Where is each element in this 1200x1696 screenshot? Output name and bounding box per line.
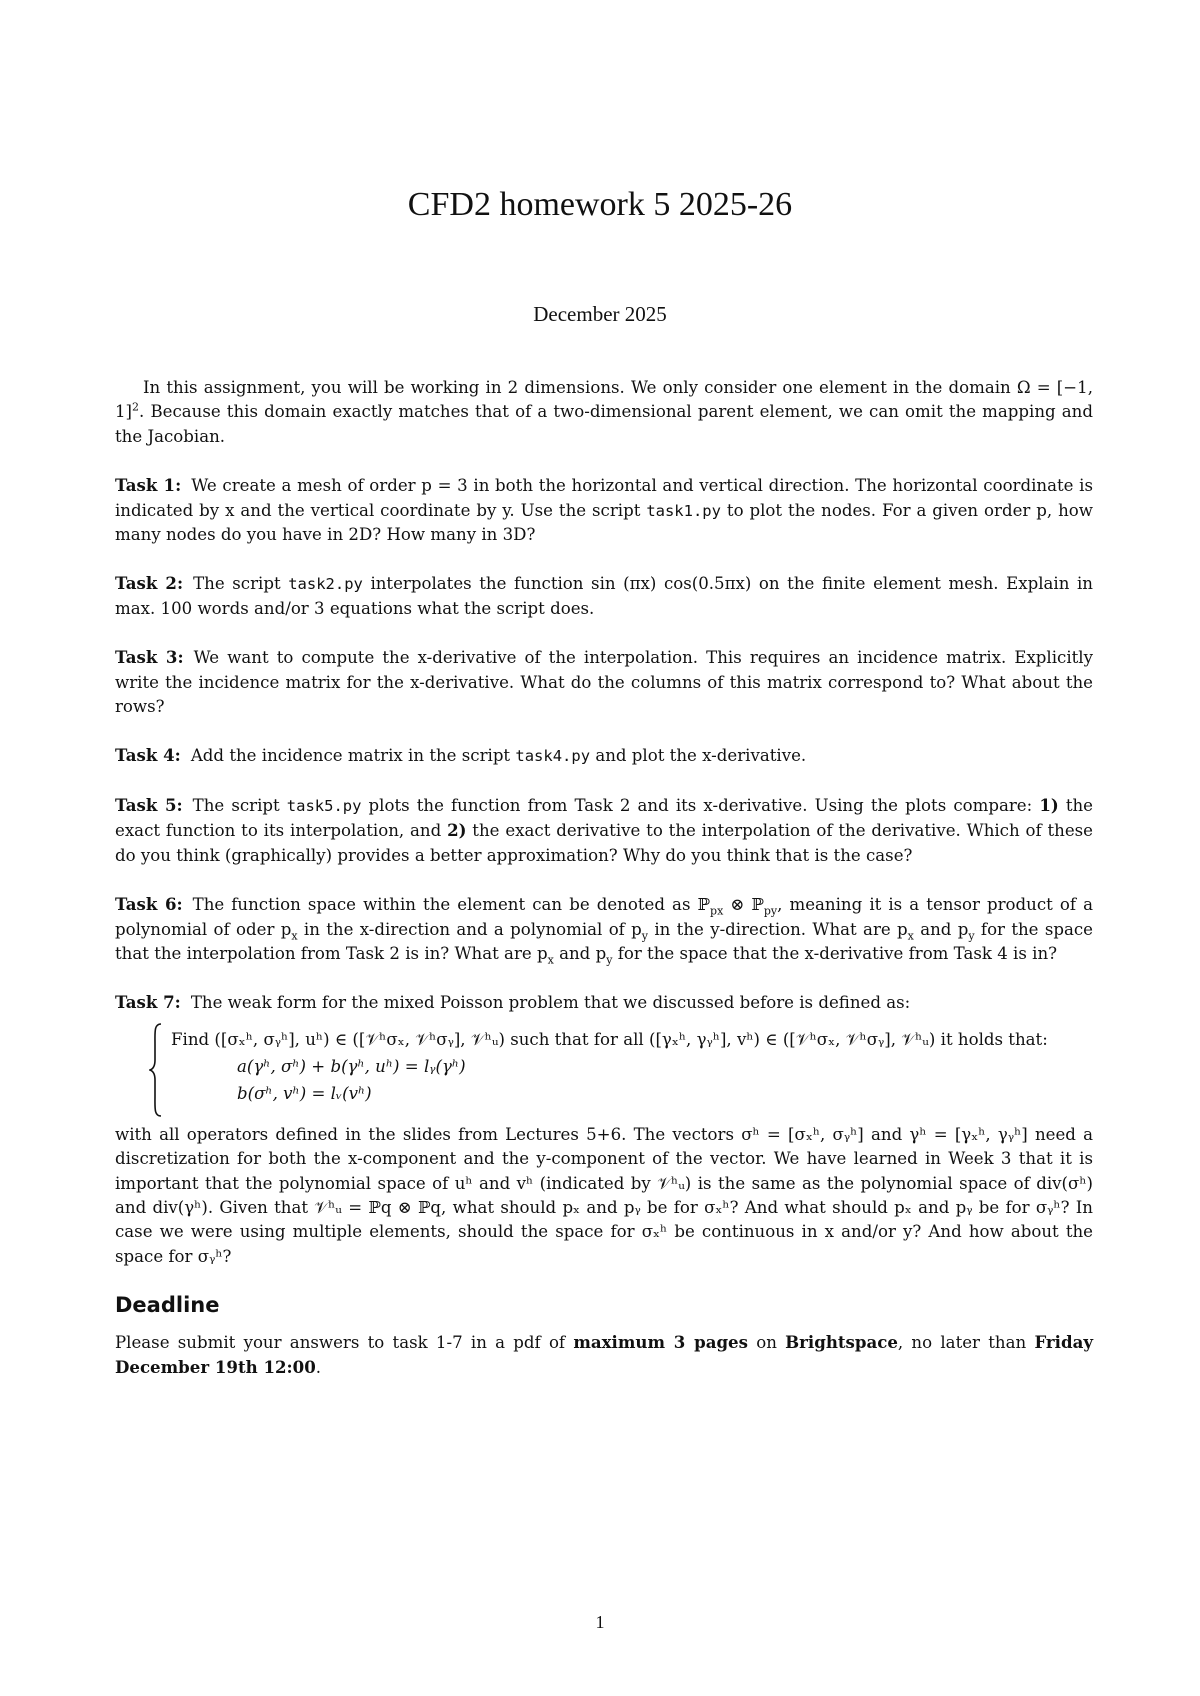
task-7-text-1: The weak form for the mixed Poisson problem that we discussed before is defined as: bbox=[190, 993, 911, 1013]
task-3-paragraph bbox=[115, 645, 1093, 719]
deadline-page-limit: maximum 3 pages bbox=[573, 1331, 748, 1352]
deadline-date: Friday December 19th 12:00 bbox=[115, 1331, 1093, 1377]
task-4-text-1: Add the incidence matrix in the script bbox=[190, 746, 516, 766]
deadline-text-3: , no later than bbox=[897, 1332, 1035, 1352]
document-date: December 2025 bbox=[533, 302, 667, 326]
task-1-paragraph bbox=[115, 473, 1093, 547]
weak-form-line-3: b(σʰ, vʰ) = lᵥ(vʰ) bbox=[237, 1083, 372, 1103]
deadline-paragraph bbox=[115, 1330, 1093, 1381]
task-6-text-6: and p bbox=[913, 919, 969, 939]
weak-form-line-2: a(γʰ, σʰ) + b(γʰ, uʰ) = lᵧ(γʰ) bbox=[237, 1056, 466, 1076]
task-6-sub-2: py bbox=[763, 904, 778, 918]
task-6-sub-3: x bbox=[291, 928, 298, 942]
task-5-paragraph bbox=[115, 793, 1093, 868]
task-6-text-5: in the y-direction. What are p bbox=[648, 919, 908, 939]
task-2-script-name: task2.py bbox=[288, 575, 363, 594]
task-2-text-2: interpolates the function sin (πx) cos(0.5πx) on the finite element mesh. Explain in max. 100 words and/or 3 equations what the script does. bbox=[115, 574, 1093, 618]
weak-form-line-1: Find ([σₓʰ, σᵧʰ], uʰ) ∈ ([𝒱ʰσₓ, 𝒱ʰσᵧ], 𝒱ʰᵤ) such that for all ([γₓʰ, γᵧʰ], vʰ) ∈ ([𝒱ʰσₓ, 𝒱ʰσᵧ], 𝒱ʰᵤ) it holds that: bbox=[171, 1029, 1048, 1049]
task-5-text-1: The script bbox=[192, 795, 287, 815]
deadline-text-1: Please submit your answers to task 1-7 in a pdf of bbox=[115, 1332, 574, 1352]
task-6-sub-5: x bbox=[907, 928, 914, 942]
task-2-paragraph bbox=[115, 571, 1093, 621]
document-title: CFD2 homework 5 2025-26 bbox=[407, 186, 793, 223]
task-4-paragraph bbox=[115, 743, 1093, 768]
intro-text-2: . Because this domain exactly matches that of a two-dimensional parent element, we can omit the mapping and the Jacobian. bbox=[115, 402, 1093, 446]
task-2-label: Task 2: bbox=[115, 573, 184, 594]
task-4-label: Task 4: bbox=[115, 745, 181, 766]
left-brace-icon bbox=[149, 1022, 163, 1118]
task-5-script-name: task5.py bbox=[286, 796, 362, 815]
task-3-text: We want to compute the x-derivative of the interpolation. This requires an incidence matrix. Explicitly write the incidence matrix for the x-derivative. What do the columns of this matrix correspond to? What about the rows? bbox=[115, 648, 1093, 717]
task-6-sub-7: x bbox=[547, 953, 554, 967]
task-3-label: Task 3: bbox=[115, 647, 184, 668]
task-6-text-4: in the x-direction and a polynomial of p bbox=[297, 919, 642, 939]
document-body bbox=[115, 376, 1093, 1404]
task-5-text-4: the exact derivative to the interpolation of the derivative. Which of these do you think (graphically) provides a better approximation? Why do you think that is the case? bbox=[115, 821, 1093, 865]
intro-superscript: 2 bbox=[132, 400, 140, 414]
task-6-label: Task 6: bbox=[115, 894, 183, 915]
task-4-text-2: and plot the x-derivative. bbox=[590, 746, 807, 766]
deadline-text-2: on bbox=[747, 1332, 786, 1352]
task-6-sub-8: y bbox=[606, 953, 613, 967]
task-5-text-2: plots the function from Task 2 and its x-derivative. Using the plots compare: bbox=[361, 795, 1040, 815]
task-6-text-7: for the space that the interpolation from Task 2 is in? What are p bbox=[115, 919, 1093, 963]
task-6-paragraph bbox=[115, 892, 1093, 966]
task-1-script-name: task1.py bbox=[646, 501, 721, 520]
task-6-text-3: , meaning it is a tensor product of a polynomial of oder p bbox=[115, 895, 1093, 939]
task-6-sub-4: y bbox=[641, 928, 649, 942]
deadline-text-4: . bbox=[315, 1357, 322, 1377]
deadline-heading: Deadline bbox=[115, 1293, 220, 1318]
intro-text-1: In this assignment, you will be working in 2 dimensions. We only consider one element in the domain Ω = [−1, 1] bbox=[115, 378, 1093, 422]
task-6-sub-6: y bbox=[968, 928, 975, 942]
task-6-text-2: ⊗ ℙ bbox=[723, 895, 764, 915]
task-4-script-name: task4.py bbox=[515, 747, 591, 766]
task-6-text-8: and p bbox=[553, 943, 607, 963]
task-6-sub-1: px bbox=[710, 904, 724, 918]
task-1-text-2: to plot the nodes. For a given order p, how many nodes do you have in 2D? How many in 3D? bbox=[115, 500, 1094, 545]
task-1-text-1: We create a mesh of order p = 3 in both the horizontal and vertical direction. The horizontal coordinate is indicated by x and the vertical coordinate by y. Use the script bbox=[115, 476, 1093, 520]
task-5-item-2-marker: 2) bbox=[447, 820, 467, 841]
task-2-text-1: The script bbox=[193, 574, 289, 594]
task-6-text-1: The function space within the element can be denoted as ℙ bbox=[192, 895, 711, 915]
task-7-paragraph bbox=[115, 990, 1093, 1015]
page-number: 1 bbox=[595, 1612, 605, 1632]
task-7-continuation: with all operators defined in the slides from Lectures 5+6. The vectors σʰ = [σₓʰ, σᵧʰ] and γʰ = [γₓʰ, γᵧʰ] need a discretization for both the x-component and the y-component of the vector. We have learned in Week 3 that it is important that the polynomial space of uʰ and vʰ (indicated by 𝒱ʰᵤ) is the same as the polynomial space of div(σʰ) and div(γʰ). Given that 𝒱ʰᵤ = ℙq ⊗ ℙq, what should pₓ and pᵧ be for σₓʰ? And what should pₓ and pᵧ be for σᵧʰ? In case we were using multiple elements, should the space for σₓʰ be continuous in x and/or y? And how about the space for σᵧʰ? bbox=[115, 1124, 1093, 1266]
task-6-text-9: for the space that the x-derivative from Task 4 is in? bbox=[612, 943, 1058, 963]
weak-form-system bbox=[149, 1026, 1093, 1107]
task-5-item-1-marker: 1) bbox=[1039, 794, 1059, 815]
intro-paragraph bbox=[115, 376, 1093, 449]
deadline-platform: Brightspace bbox=[785, 1331, 898, 1352]
task-7-label: Task 7: bbox=[115, 992, 181, 1013]
task-1-label: Task 1: bbox=[115, 475, 182, 496]
task-5-label: Task 5: bbox=[115, 794, 183, 815]
task-5-text-3: the exact function to its interpolation, and bbox=[115, 795, 1094, 841]
